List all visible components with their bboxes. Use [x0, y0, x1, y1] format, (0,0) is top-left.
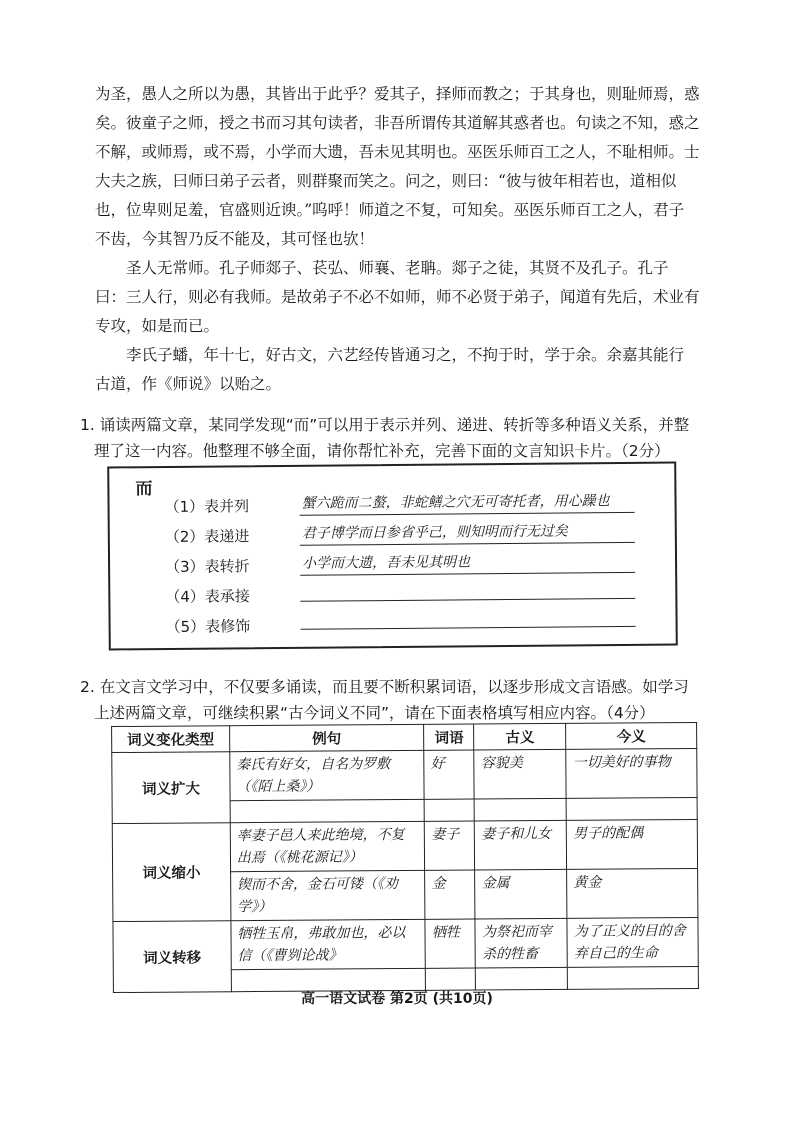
- example-cell[interactable]: [230, 750, 425, 800]
- handwritten-answer: 蟹六跪而二螯，非蛇鳝之穴无可寄托者，用心躁也: [301, 493, 610, 512]
- question-1-text: 1. 诵读两篇文章，某同学发现“而”可以用于表示并列、递进、转折等多种语义关系，并整: [80, 416, 690, 434]
- word-cell[interactable]: [425, 870, 475, 919]
- new-meaning-cell[interactable]: [567, 868, 698, 918]
- table-header-row: [112, 722, 697, 752]
- column-header: 古义: [474, 723, 566, 750]
- new-meaning-cell[interactable]: [567, 966, 698, 989]
- passage-line: 大夫之族，曰师曰弟子云者，则群聚而笑之。问之，则曰：“彼与彼年相若也，道相似: [95, 172, 677, 190]
- column-header: 词义变化类型: [112, 726, 230, 753]
- question-1-text: 理了这一内容。他整理不够全面，请你帮忙补充，完善下面的文言知识卡片。（2分）: [94, 442, 670, 460]
- passage-line: 古道，作《师说》以贻之。: [95, 375, 282, 393]
- column-header: 例句: [229, 724, 424, 751]
- example-cell[interactable]: [231, 919, 426, 969]
- example-cell[interactable]: [230, 799, 425, 822]
- handwritten-answer: 好: [430, 755, 445, 772]
- passage-line: 也，位卑则足羞，官盛则近谀。”呜呼！师道之不复，可知矣。巫医乐师百工之人，君子: [95, 201, 685, 219]
- handwritten-answer: 为祭祀而宰杀的牲畜: [481, 923, 552, 963]
- handwritten-answer: 牺牲: [431, 924, 461, 941]
- column-header: 今义: [566, 722, 697, 749]
- word-cell[interactable]: [424, 750, 474, 799]
- passage-line: 为圣，愚人之所以为愚，其皆出于此乎？爱其子，择师而教之；于其身也，则耻师焉，惑: [95, 85, 700, 103]
- answer-line[interactable]: [300, 604, 635, 630]
- word-cell[interactable]: [425, 821, 475, 870]
- new-meaning-cell[interactable]: [566, 797, 697, 820]
- handwritten-answer: 妻子和儿女: [481, 825, 552, 843]
- handwritten-answer: 牺牲玉帛，弗敢加也，必以信（《曹刿论战》: [237, 924, 406, 965]
- handwritten-answer: 锲而不舍，金石可镂（《劝学》）: [236, 876, 399, 916]
- handwritten-answer: 金属: [481, 875, 510, 892]
- card-title: 而: [135, 479, 153, 500]
- new-meaning-cell[interactable]: [566, 748, 697, 798]
- new-meaning-cell[interactable]: [566, 819, 697, 869]
- question-1: [80, 412, 720, 464]
- table-row: [112, 819, 697, 872]
- old-meaning-cell[interactable]: [475, 918, 567, 968]
- old-meaning-cell[interactable]: [475, 820, 567, 870]
- example-cell[interactable]: [230, 870, 425, 920]
- table-row: [112, 748, 697, 801]
- handwritten-answer: 一切美好的事物: [572, 754, 671, 771]
- word-meaning-table: [111, 722, 699, 993]
- card-label: （1）表并列: [164, 497, 250, 516]
- passage-line: 曰：三人行，则必有我师。是故弟子不必不如师，师不必贤于弟子，闻道有先后，术业有: [95, 288, 700, 306]
- type-cell: 词义转移: [113, 921, 231, 993]
- handwritten-answer: 容貌美: [480, 755, 523, 772]
- handwritten-answer: 金: [431, 875, 446, 892]
- page-footer: 高一语文试卷 第2页 (共10页): [301, 991, 493, 1007]
- passage-line: 李氏子蟠，年十七，好古文，六艺经传皆通习之，不拘于时，学于余。余嘉其能行: [95, 346, 685, 364]
- word-cell[interactable]: [425, 919, 475, 968]
- passage-line: 不解，或师焉，或不焉，小学而大遗，吾未见其明也。巫医乐师百工之人，不耻相师。士: [95, 143, 700, 161]
- new-meaning-cell[interactable]: [567, 917, 698, 967]
- card-label: （3）表转折: [165, 557, 250, 576]
- type-cell: 词义缩小: [112, 823, 230, 922]
- question-2-text: 2. 在文言文学习中，不仅要多诵读，而且要不断积累词语，以逐步形成文言语感。如学习: [80, 678, 689, 696]
- word-cell[interactable]: [425, 799, 475, 821]
- handwritten-answer: 君子博学而日参省乎己，则知明而行无过矣: [301, 523, 568, 542]
- card-label: （5）表修饰: [165, 617, 251, 636]
- passage-line: 专攻，如是而已。: [95, 317, 220, 335]
- passage-line: 矣。彼童子之师，授之书而习其句读者，非吾所谓传其道解其惑者也。句读之不知，惑之: [95, 114, 700, 132]
- passage-line: 不齿，今其智乃反不能及，其可怪也欤！: [95, 230, 375, 248]
- old-meaning-cell[interactable]: [474, 749, 566, 799]
- passage-line: 圣人无常师。孔子师郯子、苌弘、师襄、老聃。郯子之徒，其贤不及孔子。孔子: [95, 259, 669, 277]
- handwritten-answer: 为了正义的目的舍弃自己的生命: [573, 923, 686, 962]
- classical-passage: [95, 80, 705, 399]
- card-label: （4）表承接: [165, 587, 250, 606]
- handwritten-answer: 小学而大遗，吾未见其明也: [301, 554, 471, 572]
- word-cell[interactable]: [426, 968, 476, 990]
- column-header: 词语: [424, 724, 474, 750]
- question-2: [80, 674, 720, 726]
- handwritten-answer: 黄金: [573, 874, 602, 891]
- handwritten-answer: 率妻子邑人来此绝境，不复出焉（《桃花源记》）: [236, 827, 405, 867]
- old-meaning-cell[interactable]: [476, 967, 568, 990]
- knowledge-card: [107, 462, 678, 651]
- handwritten-answer: 男子的配偶: [573, 825, 644, 842]
- handwritten-answer: 秦氏有好女，自名为罗敷（《陌上桑》）: [236, 756, 391, 796]
- question-2-text: 上述两篇文章，可继续积累“古今词义不同”，请在下面表格填写相应内容。（4分）: [94, 704, 655, 722]
- card-label: （2）表递进: [164, 527, 250, 546]
- answer-line[interactable]: [300, 576, 635, 602]
- example-cell[interactable]: [230, 821, 425, 871]
- old-meaning-cell[interactable]: [474, 798, 566, 821]
- old-meaning-cell[interactable]: [475, 869, 567, 919]
- table-row: [113, 917, 698, 970]
- handwritten-answer: 妻子: [431, 826, 460, 843]
- type-cell: 词义扩大: [112, 752, 230, 824]
